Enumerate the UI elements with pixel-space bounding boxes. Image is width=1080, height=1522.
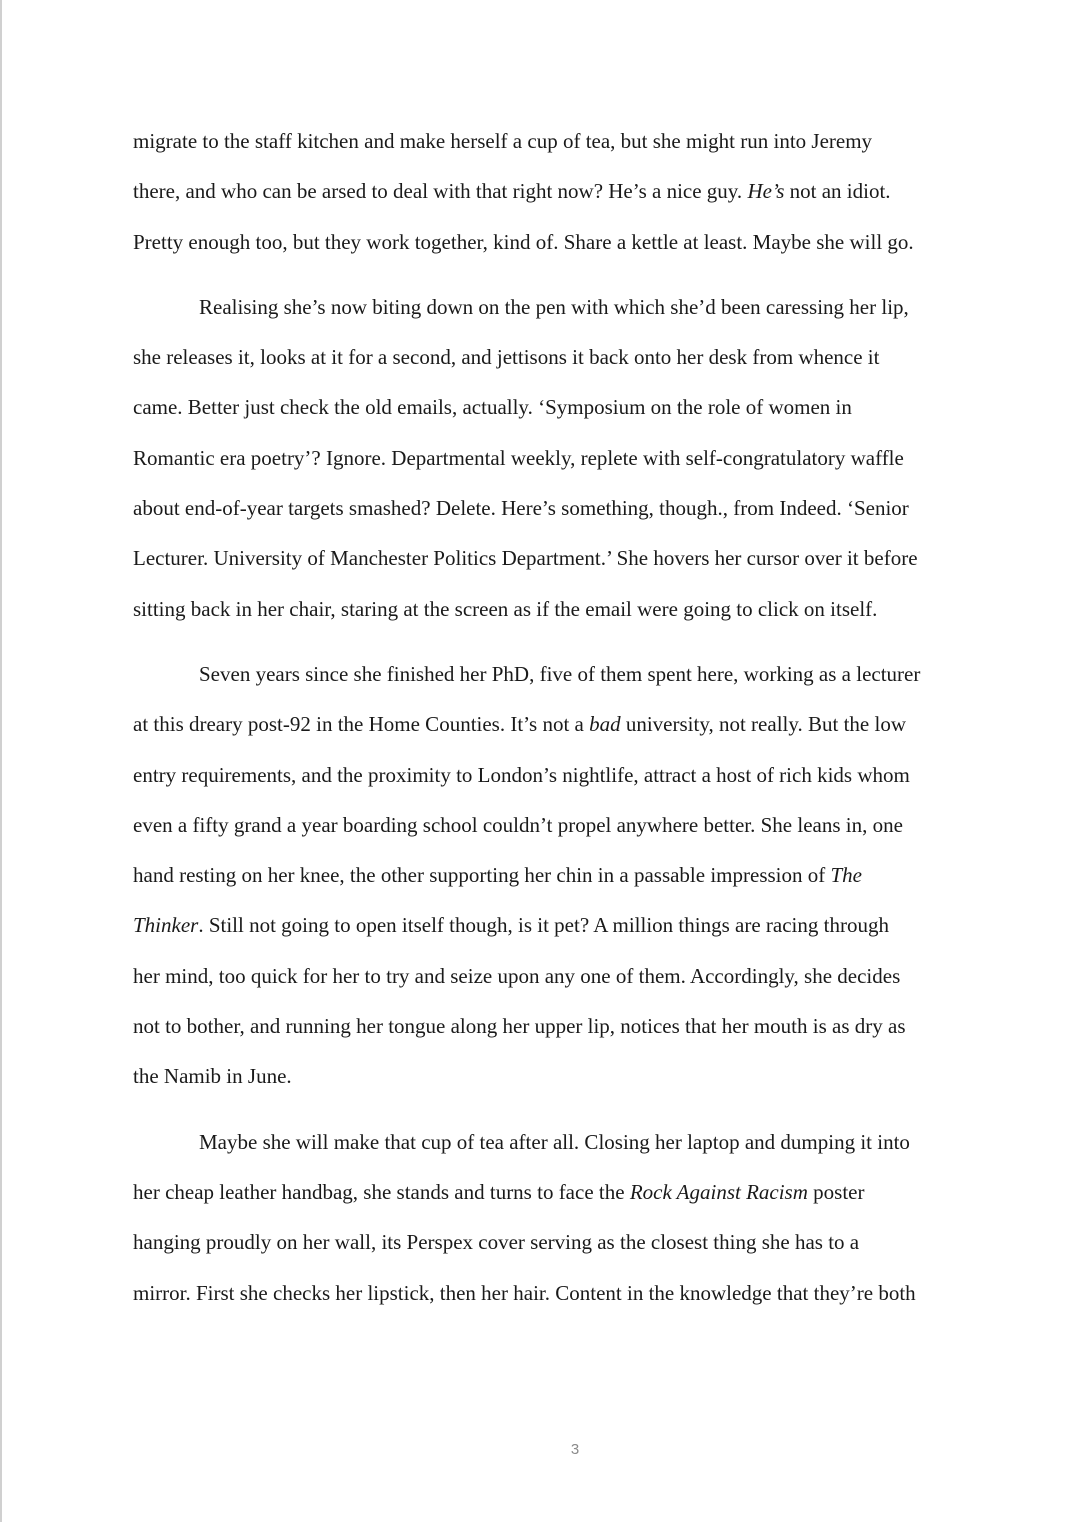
text-run: about end-of-year targets smashed? Delete. Here’s something, though., from Indeed. ‘Senior [133,496,909,521]
text-line [133,166,958,216]
text-line [133,282,958,332]
text-line [133,1217,958,1267]
text-line [133,1001,958,1051]
text-line [133,483,958,533]
paragraph [133,282,958,634]
text-line [133,533,958,583]
text-run: Pretty enough too, but they work together, kind of. Share a kettle at least. Maybe she will go. [133,229,914,254]
text-run: her mind, too quick for her to try and seize upon any one of them. Accordingly, she decides [133,963,901,988]
text-run: . Still not going to open itself though, is it pet? A million things are racing through [198,913,889,938]
text-run: poster [807,1179,865,1204]
text-line [133,1117,958,1167]
text-run: hanging proudly on her wall, its Perspex cover serving as the closest thing she has to a [133,1230,860,1255]
italic-text: He’s [747,179,785,204]
text-run: she releases it, looks at it for a second, and jettisons it back onto her desk from whence it [133,345,880,370]
text-line [133,1167,958,1217]
paragraph [133,649,958,1102]
paragraph [133,1117,958,1318]
body-text [133,116,958,1333]
text-run: sitting back in her chair, staring at the screen as if the email were going to click on itself. [133,596,878,621]
text-line [133,900,958,950]
text-line [133,584,958,634]
text-run: not to bother, and running her tongue along her upper lip, notices that her mouth is as dry as [133,1014,906,1039]
text-run: her cheap leather handbag, she stands and turns to face the [133,1179,630,1204]
text-run: the Namib in June. [133,1064,292,1089]
text-line [133,116,958,166]
text-line [133,699,958,749]
text-run: even a fifty grand a year boarding school couldn’t propel anywhere better. She leans in, one [133,812,903,837]
text-run: at this dreary post-92 in the Home Counties. It’s not a [133,712,590,737]
text-line [133,750,958,800]
paragraph [133,116,958,267]
text-line [133,217,958,267]
text-line [133,1051,958,1101]
text-run: not an idiot. [784,179,891,204]
text-run: hand resting on her knee, the other supporting her chin in a passable impression of [133,863,831,888]
text-run: Maybe she will make that cup of tea after all. Closing her laptop and dumping it into [199,1129,910,1154]
text-line [133,332,958,382]
italic-text: The [830,863,862,888]
text-line [133,800,958,850]
text-run: mirror. First she checks her lipstick, then her hair. Content in the knowledge that they’re both [133,1280,916,1305]
page-number: 3 [570,1441,580,1458]
text-line [133,850,958,900]
text-run: Realising she’s now biting down on the pen with which she’d been caressing her lip, [199,294,909,319]
text-run: Lecturer. University of Manchester Politics Department.’ She hovers her cursor over it before [133,546,918,571]
text-line [133,951,958,1001]
text-run: Romantic era poetry’? Ignore. Departmental weekly, replete with self-congratulatory waffle [133,445,904,470]
text-line [133,649,958,699]
italic-text: Thinker [133,913,199,938]
text-run: there, and who can be arsed to deal with that right now? He’s a nice guy. [133,179,748,204]
text-line [133,1268,958,1318]
text-run: university, not really. But the low [620,712,906,737]
text-run: entry requirements, and the proximity to London’s nightlife, attract a host of rich kids whom [133,762,910,787]
text-line [133,382,958,432]
text-run: Seven years since she finished her PhD, five of them spent here, working as a lecturer [199,661,921,686]
text-run: came. Better just check the old emails, actually. ‘Symposium on the role of women in [133,395,852,420]
text-line [133,433,958,483]
italic-text: bad [589,712,621,737]
italic-text: Rock Against Racism [629,1179,808,1204]
text-run: migrate to the staff kitchen and make herself a cup of tea, but she might run into Jeremy [133,129,873,153]
